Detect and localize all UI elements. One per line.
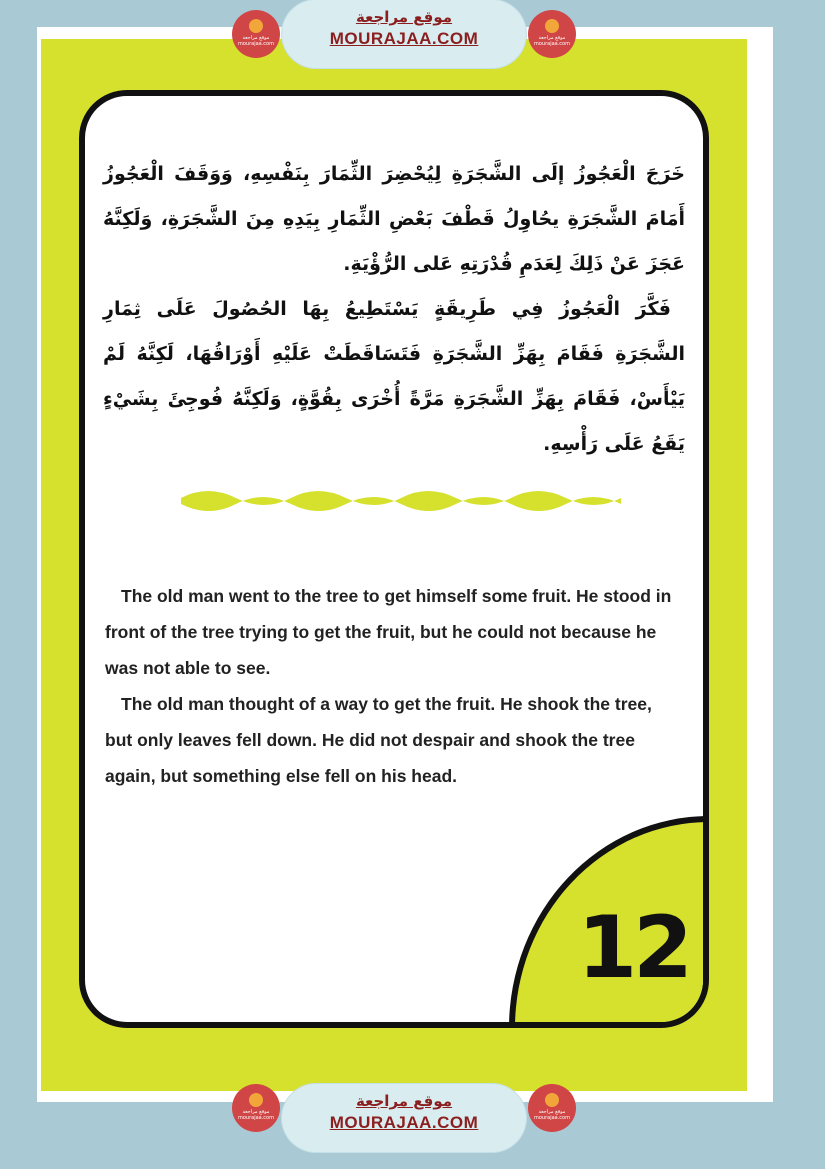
arabic-text: [103, 152, 685, 467]
watermark-banner-bottom[interactable]: [282, 1084, 526, 1152]
page-number: 12: [577, 898, 689, 998]
english-text: [105, 578, 673, 794]
logo-icon-bottom-right: موقع مراجعة mourajaa.com: [528, 1084, 576, 1132]
watermark-title-top: موقع مراجعة: [355, 8, 453, 26]
watermark-banner-top[interactable]: [282, 0, 526, 68]
english-paragraph-1: The old man went to the tree to get himself some fruit. He stood in front of the tree trying to get the fruit, but he could not because he was not able to see.: [105, 586, 672, 678]
logo-icon-bottom-left: موقع مراجعة mourajaa.com: [232, 1084, 280, 1132]
watermark-title-bottom: موقع مراجعة: [355, 1092, 453, 1110]
english-paragraph-2: The old man thought of a way to get the fruit. He shook the tree, but only leaves fell down. He did not despair and shook the tree again, but something else fell on his head.: [105, 694, 652, 786]
logo-icon-top-right: موقع مراجعة mourajaa.com: [528, 10, 576, 58]
story-card: [79, 90, 709, 1028]
watermark-domain-top[interactable]: MOURAJAA.COM: [329, 29, 479, 48]
arabic-paragraph-1: خَرَجَ الْعَجُوزُ إلَى الشَّجَرَةِ لِيُحْضِرَ الثِّمَارَ بِنَفْسِهِ، وَوَقَفَ الْعَجُوزُ أَمَامَ الشَّجَرَةِ يحُاوِلُ قَطْفَ بَعْضِ الثِّمَارِ بِيَدِهِ مِنَ الشَّجَرَةِ، وَلَكِنَّهُ عَجَزَ عَنْ ذَلِكَ لِعَدَمِ قُدْرَتِهِ عَلى الرُّؤْيَةِ.: [103, 163, 685, 275]
arabic-paragraph-2: فَكَّرَ الْعَجُوزُ فِي طَرِيقَةٍ يَسْتَطِيعُ بِهَا الحُصُولَ عَلَى ثِمَارِ الشَّجَرَةِ فَقَامَ بِهَزِّ الشَّجَرَةِ فَتَسَاقَطَتْ عَلَيْهِ أَوْرَاقُهَا، لَكِنَّهُ لَمْ يَيْأَسْ، فَقَامَ بِهَزِّ الشَّجَرَةِ مَرَّةً أُخْرَى بِقُوَّةٍ، وَلَكِنَّهُ فُوجِئَ بِشَيْءٍ يَقَعُ عَلَى رَأْسِهِ.: [103, 298, 685, 455]
logo-icon-top-left: موقع مراجعة mourajaa.com: [232, 10, 280, 58]
wave-divider: [181, 482, 621, 512]
watermark-domain-bottom[interactable]: MOURAJAA.COM: [329, 1113, 479, 1132]
page-number-corner: [509, 816, 709, 1028]
